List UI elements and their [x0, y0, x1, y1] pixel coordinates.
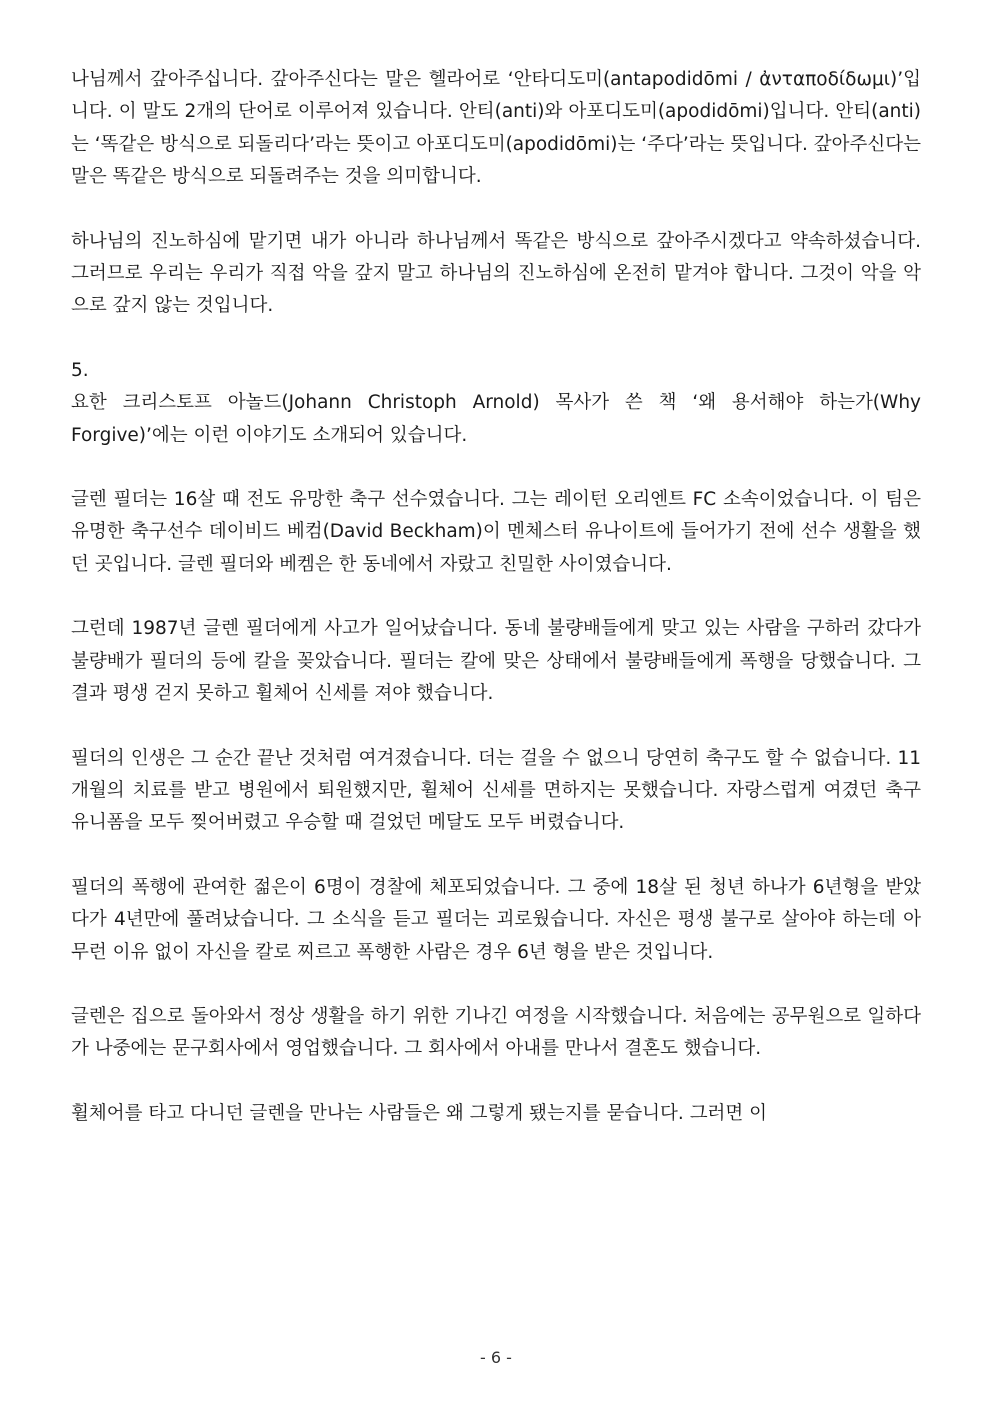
section-number: 5.: [71, 359, 89, 381]
page-number: - 6 -: [480, 1348, 512, 1367]
paragraph: 휠체어를 타고 다니던 글렌을 만나는 사람들은 왜 그렇게 됐는지를 묻습니다. 그러면 이: [71, 1102, 768, 1124]
paragraph: 글렌 필더는 16살 때 전도 유망한 축구 선수였습니다. 그는 레이턴 오리엔트 FC 소속이었습니다. 이 팀은 유명한 축구선수 데이비드 베컴(David Beckham)이 멘체스터 유나이트에 들어가기 전에 선수 생활을 했던 곳입니다. 글렌 필더와 베켐은 한 동네에서 자랐고 친밀한 사이였습니다.: [71, 489, 921, 575]
paragraph: 글렌은 집으로 돌아와서 정상 생활을 하기 위한 기나긴 여정을 시작했습니다. 처음에는 공무원으로 일하다가 나중에는 문구회사에서 영업했습니다. 그 회사에서 아내를 만나서 결혼도 했습니다.: [71, 1005, 921, 1060]
document-body: [71, 64, 921, 1130]
paragraph: 나님께서 갚아주십니다. 갚아주신다는 말은 헬라어로 ‘안타디도미(antapodidōmi / ἀνταποδίδωμι)’입니다. 이 말도 2개의 단어로 이루어져 있습니다. 안티(anti)와 아포디도미(apodidōmi)입니다. 안티(anti)는 ‘똑같은 방식으로 되돌리다’라는 뜻이고 아포디도미(apodidōmi)는 ‘주다’라는 뜻입니다. 갚아주신다는 말은 똑같은 방식으로 되돌려주는 것을 의미합니다.: [71, 69, 921, 188]
paragraph: 그런데 1987년 글렌 필더에게 사고가 일어났습니다. 동네 불량배들에게 맞고 있는 사람을 구하러 갔다가 불량배가 필더의 등에 칼을 꽂았습니다. 필더는 칼에 맞은 상태에서 불량배들에게 폭행을 당했습니다. 그 결과 평생 걷지 못하고 휠체어 신세를 져야 했습니다.: [71, 618, 921, 705]
paragraph: 요한 크리스토프 아놀드(Johann Christoph Arnold) 목사가 쓴 책 ‘왜 용서해야 하는가(Why Forgive)’에는 이런 이야기도 소개되어 있습니다.: [71, 392, 921, 446]
paragraph: 하나님의 진노하심에 맡기면 내가 아니라 하나님께서 똑같은 방식으로 갚아주시겠다고 약속하셨습니다. 그러므로 우리는 우리가 직접 악을 갚지 말고 하나님의 진노하심에 온전히 맡겨야 합니다. 그것이 악을 악으로 갚지 않는 것입니다.: [71, 230, 921, 317]
paragraph: 필더의 인생은 그 순간 끝난 것처럼 여겨졌습니다. 더는 걸을 수 없으니 당연히 축구도 할 수 없습니다. 11개월의 치료를 받고 병원에서 퇴원했지만, 휠체어 신세를 면하지는 못했습니다. 자랑스럽게 여겼던 축구 유니폼을 모두 찢어버렸고 우승할 때 걸었던 메달도 모두 버렸습니다.: [71, 747, 921, 834]
paragraph: 필더의 폭행에 관여한 젊은이 6명이 경찰에 체포되었습니다. 그 중에 18살 된 청년 하나가 6년형을 받았다가 4년만에 풀려났습니다. 그 소식을 듣고 필더는 괴로웠습니다. 자신은 평생 불구로 살아야 하는데 아무런 이유 없이 자신을 칼로 찌르고 폭행한 사람은 경우 6년 형을 받은 것입니다.: [71, 876, 921, 963]
